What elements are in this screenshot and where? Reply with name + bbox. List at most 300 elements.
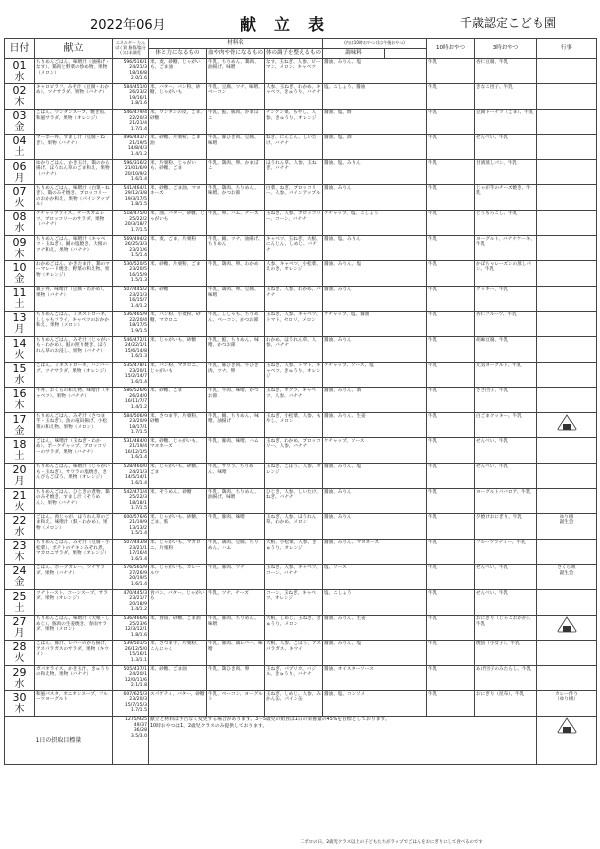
nutrition-cell: 600/576/6 21/19/9 13/13/2 1.5/1.4 [113,514,149,539]
snack-pm-cell: せんべい、牛乳 [475,590,537,615]
snack-am-cell: 牛乳 [427,539,475,564]
snack-am-cell: 牛乳 [427,210,475,235]
day-row [5,640,597,665]
red-group-cell: 米、じゃがいも、砂糖、ごま、麩 [149,514,207,539]
snack-am-cell: 牛乳 [427,590,475,615]
onigiri-icon [557,414,577,431]
nutrition-cell: 541/464/1 29/12/3/8 19/3/17/5 1.8/1.5 [113,185,149,210]
menu-month: 2022年06月 [90,18,166,33]
day-number: 22 [12,513,27,527]
seasoning-cell: 醤油、オイスターソース [323,666,427,691]
nutrition-cell: 505/437/1 24/20/1 12/0/11/6 2.1/1.8 [113,666,149,691]
event-cell [537,311,597,336]
weekday: 月 [14,172,25,184]
snack-pm-cell: 夕焼けおにぎり、牛乳 [475,514,537,539]
seasoning-cell: ケチャップ、塩、醤油 [323,311,427,336]
day-number: 13 [12,311,27,325]
green-group-cell: 大根、小松菜、人参、きゅうり、オレンジ [265,539,323,564]
day-number: 10 [12,260,27,274]
daily-target-values: 1275/925 49/37 36/28 3.5/3.0 [113,716,149,764]
footer-note: 献立と材料は予告なく変更する場合があります。3〜5歳児の給食は1日の栄養量の45%を目標としております。 [150,717,390,723]
day-cell [5,362,35,387]
snack-am-cell: 牛乳 [427,160,475,185]
nutrition-cell: 596/516/1 24/21/3 18/16/8 2.0/1.6 [113,59,149,84]
menu-cell: マーボー丼、すまし汁（豆腐・ねぎ）、果物（バナナ） [35,134,113,159]
day-number: 03 [12,109,27,123]
seasoning-cell: 醤油、みりん、塩 [323,640,427,665]
day-row [5,134,597,159]
menu-cell: ごはん、ミネストローネ、ハンバーグ、ツナサラダ、果物（オレンジ） [35,362,113,387]
day-cell [5,185,35,210]
nutrition-cell: 528/460/0 24/21/3 14/5/14/1 1.6/1.4 [113,463,149,488]
snack-pm-cell: フルーツラティー、牛乳 [475,539,537,564]
yellow-group-cell: 牛乳、鶏肉、卵、かまぼこ [207,160,265,185]
event-cell [537,210,597,235]
day-row [5,615,597,640]
red-group-cell: 米、砂糖 [149,286,207,311]
day-row [5,438,597,463]
yellow-group-cell: 牛乳、鯖、ちりめん、味噌、油揚げ [207,413,265,438]
red-group-cell: 米、春雨、砂糖、ごま油 [149,615,207,640]
seasoning-cell: 醤油、塩、コンソメ [323,691,427,716]
weekday: 水 [14,375,25,387]
seasoning-cell: 醤油、みりん [323,514,427,539]
day-row [5,210,597,235]
day-row [5,337,597,362]
green-group-cell: 白菜、ねぎ、ブロッコリー、人参、パインアップル [265,185,323,210]
day-number: 28 [12,640,27,654]
menu-cell: ガパオライス、かき玉汁、きゅうりの和え物、果物（バナナ） [35,666,113,691]
snack-am-cell: 牛乳 [427,387,475,412]
weekday: 金 [14,122,25,134]
snack-pm-cell: おにぎり（じゃこおかか）、牛乳 [475,615,537,640]
green-group-cell: 玉ねぎ、パプリカ、バジル、きゅうり、バナナ [265,666,323,691]
red-group-cell: 米、さつま芋、片栗粉、こんにゃく [149,640,207,665]
snack-am-cell: 牛乳 [427,59,475,84]
event-cell [537,413,597,438]
yellow-group-cell: 牛乳、豆腐、ツナ、味噌、ベーコン [207,84,265,109]
red-group-cell: 米、じゃがいも、砂糖、ごま [149,463,207,488]
event-cell [537,59,597,84]
menu-cell: 牛丼、おくらの和え物、味噌汁（キャベツ）、果物（バナナ） [35,387,113,412]
day-number: 06 [12,159,27,173]
seasoning-cell: 塩、ソース [323,564,427,589]
nutrition-cell: 546/479/4 22/20/3 21/21/4 1.7/1.4 [113,109,149,134]
day-number: 02 [12,83,27,97]
nutrition-cell: 536/466/6 25/23/6 12/3/12/1 1.8/1.6 [113,615,149,640]
table-footer [5,716,597,764]
menu-cell: ごはん、味噌汁（玉ねぎ・わかめ）、ポークチャップ、ブロッコリーのサラダ、果物（バナナ） [35,438,113,463]
day-cell [5,236,35,261]
snack-pm-cell: せんべい、牛乳 [475,134,537,159]
day-row [5,564,597,589]
page-title: 献立表 [240,15,343,34]
nutrition-cell: 584/506/9 23/20/9 18/17/1 1.7/1.5 [113,413,149,438]
seasoning-cell: 醤油、みりん、マヨネーズ [323,539,427,564]
nutrition-cell: 496/441/7 21/19/5 14/8/4/3 1.4/1.2 [113,134,149,159]
red-group-cell: 米、砂糖、じゃがいも、マヨネーズ [149,438,207,463]
seasoning-cell: 醤油、みりん、塩 [323,261,427,286]
green-group-cell: なす、玉ねぎ、人参、ピーマン、メロン、キャベツ [265,59,323,84]
menu-cell: 親子丼、味噌汁（豆腐・わかめ）、果物（バナナ） [35,286,113,311]
day-cell [5,691,35,716]
col-snack-pm: 3時おやつ [475,39,537,59]
page-header [0,0,600,38]
day-cell [5,84,35,109]
snack-pm-cell: せんべい、牛乳 [475,438,537,463]
day-row [5,413,597,438]
event-cell [537,539,597,564]
day-row [5,109,597,134]
snack-pm-cell: 胡麻豆腐、牛乳 [475,337,537,362]
day-number: 16 [12,387,27,401]
menu-cell: ちりめんごはん、味噌汁（大根・しめじ）、豚肉の生姜焼き、春雨サラダ、果物（メロン） [35,615,113,640]
yellow-group-cell: 牛乳、ツナ、チーズ [207,590,265,615]
snack-pm-cell: 焼魚（小女子）、牛乳 [475,640,537,665]
day-number: 15 [12,362,27,376]
red-group-cell: 米、油、バター、砂糖、じゃがいも [149,210,207,235]
event-cell [537,615,597,640]
day-cell [5,438,35,463]
event-cell [537,160,597,185]
snack-pm-cell: せんべい、牛乳 [475,564,537,589]
day-row [5,666,597,691]
seasoning-cell: 醤油、みりん [323,489,427,514]
col-green-group: 体の調子を整えるもの [265,49,323,59]
event-cell: ゆり組 誕生会 [537,514,597,539]
menu-table [4,38,597,765]
yellow-group-cell: 牛乳、鶏肉、豆腐、ちりめん、ハム [207,539,265,564]
menu-cell: ごはん、ワンタンスープ、焼き魚、和風サラダ、果物（オレンジ） [35,109,113,134]
event-cell [537,463,597,488]
day-number: 23 [12,539,27,553]
snack-am-cell: 牛乳 [427,438,475,463]
green-group-cell: 玉ねぎ、人参、キャベツ、コーン、バナナ [265,564,323,589]
snack-am-cell: 牛乳 [427,286,475,311]
menu-cell: ちりめんごはん、味噌汁（じゃがいも・玉ねぎ）、サワラの塩焼き、きんぴらごぼう、果物（オレンジ） [35,463,113,488]
footer-note: 10時おやつは1、2歳児クラスのみ提供しております。 [150,724,268,730]
green-group-cell: 玉ねぎ、小松菜、人参、もやし、メロン [265,413,323,438]
nutrition-cell: 584/451/0 26/23/2 19/16/1 1.8/1.6 [113,84,149,109]
day-cell [5,590,35,615]
snack-pm-cell: せんべい、牛乳 [475,463,537,488]
day-row [5,185,597,210]
snack-am-cell: 牛乳 [427,261,475,286]
nutrition-cell: 546/472/1 24/22/1/1 15/6/14/8 1.6/1.3 [113,337,149,362]
snack-pm-cell: きなこ団子、牛乳 [475,84,537,109]
col-menu: 献立 [35,39,113,59]
menu-days [5,59,597,717]
day-cell [5,160,35,185]
day-row [5,489,597,514]
seasoning-cell: 醤油、みりん [323,185,427,210]
green-group-cell: 人参、玉ねぎ、わかめ、キャベツ、きゅうり、バナナ [265,84,323,109]
yellow-group-cell: 牛乳、ベーコン、ヨーグルト [207,691,265,716]
weekday: 金 [14,425,25,437]
nutrition-cell: 470/445/3 23/21/7 20/18/9 1.4/1.2 [113,590,149,615]
snack-am-cell: 牛乳 [427,185,475,210]
red-group-cell: 米、じゃがいも、マカロニ、片栗粉 [149,539,207,564]
event-cell: さくら組 誕生会 [537,564,597,589]
event-cell [537,236,597,261]
red-group-cell: 米、じゃがいも、砂糖 [149,337,207,362]
yellow-group-cell: 牛乳、豚ひき肉、牛ひき肉、ツナ、卵 [207,362,265,387]
day-number: 30 [12,690,27,704]
seasoning-cell: 醤油、みりん、生姜 [323,413,427,438]
menu-cell: わかめごはん、かきたま汁、鶏のマーマレード焼き、野菜の和え物、果物（オレンジ） [35,261,113,286]
green-group-cell: 玉ねぎ、人参、キャベツ、トマト、セロリ、メロン [265,311,323,336]
green-group-cell: ひじき、人参、しいたけ、ねぎ、バナナ [265,489,323,514]
snack-am-cell: 牛乳 [427,84,475,109]
daily-target-label: 1日の摂取目標量 [5,716,113,764]
menu-cell: ちりめんごはん、みそ汁（じゃがいも・わかめ）、鮭の照り焼き、ほうれん草のお浸し、果物（バナナ） [35,337,113,362]
event-cell [537,666,597,691]
footer-notes [149,716,537,764]
yellow-group-cell: 牛乳、豚ひき肉、豆腐、味噌 [207,134,265,159]
menu-cell: キャロピラフ、みそ汁（豆腐・わかめ）、ツナサラダ、果物（バナナ） [35,84,113,109]
green-group-cell: キャベツ、玉ねぎ、大根、にんじん、しめじ、バナナ [265,236,323,261]
col-snack-am: 10時おやつ [427,39,475,59]
day-number: 07 [12,184,27,198]
green-group-cell: チンゲン菜、もやし、人参、きゅうり、オレンジ [265,109,323,134]
menu-cell: ちりめんごはん、味噌汁（油揚げ・なす）、鶏肉と野菜の炒め物、果物（メロン） [35,59,113,84]
day-row [5,539,597,564]
snack-pm-cell: おにぎり（昆布）、牛乳 [475,691,537,716]
snack-pm-cell: じゃが芋のチーズ焼き、牛乳 [475,185,537,210]
col-day: 日付 [5,39,35,59]
snack-am-cell: 牛乳 [427,337,475,362]
day-number: 11 [12,286,27,300]
red-group-cell: 食パン、バター、じゃがいも [149,590,207,615]
day-cell [5,286,35,311]
red-group-cell: 米、じゃがいも、カレールウ [149,564,207,589]
day-number: 17 [12,412,27,426]
snack-pm-cell: 元気ヨーグルト、牛乳 [475,362,537,387]
day-cell [5,311,35,336]
seasoning-cell: 醤油、みりん、生姜 [323,615,427,640]
event-cell [537,286,597,311]
seasoning-cell: ケチャップ、塩、こしょう [323,210,427,235]
yellow-group-cell: 牛乳、鮭、ちりめん、味噌、かつお節 [207,337,265,362]
day-row [5,261,597,286]
event-cell [537,261,597,286]
weekday: 土 [14,602,25,614]
event-cell [537,134,597,159]
seasoning-cell: 醤油、みりん、酒 [323,387,427,412]
day-row [5,84,597,109]
day-cell [5,59,35,84]
weekday: 木 [14,703,25,715]
yellow-group-cell: 牛乳、豚肉、味噌 [207,514,265,539]
snack-am-cell: 牛乳 [427,564,475,589]
event-cell [537,362,597,387]
organization-name: 千歳認定こども園 [460,16,557,30]
snack-am-cell: 牛乳 [427,109,475,134]
weekday: 水 [14,71,25,83]
day-cell [5,463,35,488]
snack-note: (内は10時おやつ ()は午後おやつ) [323,39,427,49]
snack-am-cell: 牛乳 [427,463,475,488]
snack-am-cell: 牛乳 [427,362,475,387]
weekday: 木 [14,400,25,412]
col-seasoning: 調味料 [323,49,385,59]
red-group-cell: 米、砂糖、ごま [149,387,207,412]
day-cell [5,413,35,438]
red-group-cell: 米、ワンタンの皮、ごま、砂糖 [149,109,207,134]
yellow-group-cell: 牛乳、鯖、ツナ、油揚げ、ちりめん [207,236,265,261]
day-cell [5,539,35,564]
green-group-cell: 大根、しめじ、玉ねぎ、きゅうり、メロン [265,615,323,640]
red-group-cell: 米、砂糖、片栗粉、ごま [149,261,207,286]
weekday: 水 [14,678,25,690]
weekday: 土 [14,147,25,159]
day-cell [5,666,35,691]
menu-cell: ごはん、肉じゃが、ほうれん草のごま和え、味噌汁（麩・わかめ）、果物（メロン） [35,514,113,539]
event-cell [537,438,597,463]
nutrition-cell: 569/494/2 26/25/3/3 23/21/6 1.5/1.4 [113,236,149,261]
seasoning-cell: ケチャップ、ソース、塩 [323,362,427,387]
seasoning-cell: 醤油、みりん [323,286,427,311]
day-number: 24 [12,564,27,578]
day-row [5,387,597,412]
day-cell [5,640,35,665]
snack-pm-cell: かぼちゃレーズンの蒸しパン、牛乳 [475,261,537,286]
yellow-group-cell: 牛乳、ししゃも、ちりめん、ベーコン、かつお節 [207,311,265,336]
weekday: 火 [14,197,25,209]
green-group-cell: 玉ねぎ、人参、ほうれん草、わかめ、メロン [265,514,323,539]
day-row [5,362,597,387]
weekday: 月 [14,476,25,488]
footer-onigiri-cell [537,716,597,764]
weekday: 火 [14,501,25,513]
menu-cell: 和風パスタ、オニオンスープ、フルーツヨーグルト [35,691,113,716]
day-cell [5,261,35,286]
snack-am-cell: 牛乳 [427,311,475,336]
day-number: 08 [12,210,27,224]
weekday: 金 [14,577,25,589]
nutrition-cell: 542/471/4 25/22/3 18/18/1 1.7/1.5 [113,489,149,514]
day-number: 04 [12,134,27,148]
red-group-cell: 米、パン粉、小麦粉、砂糖、マカロニ [149,311,207,336]
snack-am-cell: 牛乳 [427,615,475,640]
seasoning-cell: 塩、こしょう、醤油 [323,84,427,109]
day-row [5,514,597,539]
day-number: 09 [12,235,27,249]
col-red-group: 体と力になるもの [149,49,207,59]
nutrition-cell: 607/625/3 23/20/3 15/7/15/3 1.7/1.5 [113,691,149,716]
yellow-group-cell: 牛乳、豚肉、味噌、ハム [207,438,265,463]
snack-pm-cell: 杏仁フルーツ、牛乳 [475,311,537,336]
day-cell [5,387,35,412]
weekday: 火 [14,653,25,665]
day-number: 21 [12,488,27,502]
menu-cell: ツナトースト、コーンスープ、サラダ、果物（オレンジ） [35,590,113,615]
day-number: 27 [12,615,27,629]
snack-pm-cell: クッキー、牛乳 [475,286,537,311]
snack-am-cell: 牛乳 [427,489,475,514]
day-cell [5,514,35,539]
snack-am-cell: 牛乳 [427,666,475,691]
event-cell [537,185,597,210]
yellow-group-cell: 牛乳、鶏肉、卵、わかめ [207,261,265,286]
col-ingredients: 材料名 [149,39,323,49]
snack-am-cell: 牛乳 [427,134,475,159]
day-number: 20 [12,463,27,477]
red-group-cell: 米、パン粉、マカロニ、じゃがいも [149,362,207,387]
nutrition-cell: 507/443/8 23/21/1 17/16/4 1.6/1.4 [113,539,149,564]
snack-pm-cell: 杏仁豆腐、牛乳 [475,59,537,84]
onigiri-icon [557,717,577,734]
green-group-cell: コーン、玉ねぎ、キャベツ、オレンジ [265,590,323,615]
yellow-group-cell: 牛乳、鮭、豚肉、かまぼこ [207,109,265,134]
seasoning-cell: 醤油、塩、みりん [323,160,427,185]
yellow-group-cell: 牛乳、豚肉、ツナ [207,564,265,589]
snack-am-cell: 牛乳 [427,691,475,716]
menu-cell: ちりめんごはん、みそ汁（豆腐・小松菜）、ポテトのチキンみぞれ煮、マカロニサラダ、果物（オレンジ） [35,539,113,564]
snack-pm-cell: とうもろこし、牛乳 [475,210,537,235]
green-group-cell: 玉ねぎ、しめじ、人参、みかん缶、パイン缶 [265,691,323,716]
day-row [5,160,597,185]
menu-cell: ごはん、ポークカレー、ツナサラダ、果物（バナナ） [35,564,113,589]
nutrition-cell: 507/445/2 23/21/3 16/15/7 1.4/1.2 [113,286,149,311]
yellow-group-cell: 牛乳、豚肉、ちりめん、味噌 [207,615,265,640]
col-yellow-group: 血や肉や骨になるもの [207,49,265,59]
snack-am-cell: 牛乳 [427,413,475,438]
weekday: 金 [14,273,25,285]
green-group-cell: 玉ねぎ、人参、ブロッコリー、コーン、バナナ [265,210,323,235]
snack-pm-cell: ヨーグルト、バナナケーキ、牛乳 [475,236,537,261]
yellow-group-cell: 牛乳、鶏ひき肉、卵 [207,666,265,691]
yellow-group-cell: 牛乳、鶏肉、卵、豆腐、味噌 [207,286,265,311]
yellow-group-cell: 牛乳、鶏肉、ちりめん、味噌、かつお節 [207,185,265,210]
day-number: 18 [12,437,27,451]
menu-cell: ちりめんごはん、ひじきの煮物、鶏のみそ焼き、すまし汁（そうめん）、果物（バナナ） [35,489,113,514]
event-cell [537,590,597,615]
day-row [5,59,597,84]
green-group-cell: わかめ、ほうれん草、人参、バナナ [265,337,323,362]
event-cell [537,109,597,134]
weekday: 土 [14,299,25,311]
snack-am-cell: 牛乳 [427,640,475,665]
col-nutrition: エネルギー たんぱく質 脂質/塩分 ( )は未満児 [113,39,149,59]
red-group-cell: 米、砂糖、ごま油、マヨネーズ [149,185,207,210]
snack-pm-cell: 甘酒蒸しパン、牛乳 [475,160,537,185]
snack-pm-cell: ヨーグルトババロア、牛乳 [475,489,537,514]
seasoning-cell: 醤油、塩、みりん [323,236,427,261]
green-group-cell: 玉ねぎ、人参、わかめ、バナナ [265,286,323,311]
red-group-cell: スパゲティ、バター、砂糖 [149,691,207,716]
green-group-cell: ほうれん草、人参、玉ねぎ、バナナ [265,160,323,185]
nutrition-cell: 518/475/0 25/22/2 20/3/18/7 1.7/1.5 [113,210,149,235]
nutrition-cell: 596/316/2 21/01/6/9 20/10/9/2 1.6/1.4 [113,160,149,185]
seasoning-cell: 醤油、みりん [323,337,427,362]
weekday: 土 [14,450,25,462]
day-number: 29 [12,665,27,679]
day-cell [5,615,35,640]
seasoning-cell: ケチャップ、ソース [323,438,427,463]
table-header [5,39,597,59]
nutrition-cell: 536/465/9 22/20/4 18/17/5 1.9/1.5 [113,311,149,336]
nutrition-cell: 531/484/0 21/19/4 16/12/1/5 1.6/1.4 [113,438,149,463]
snack-am-cell: 牛乳 [427,514,475,539]
day-cell [5,210,35,235]
yellow-group-cell: 牛乳、ちりめん、鶏肉、油揚げ、味噌 [207,59,265,84]
day-row [5,286,597,311]
yellow-group-cell: 牛乳、卵、ハム、チーズ [207,210,265,235]
menu-cell: ケチャップライス、チーズオムレツ、ブロッコリーのサラダ、果物（バナナ） [35,210,113,235]
snack-pm-cell: 豆腐ドーナツ（ごま）、牛乳 [475,109,537,134]
green-group-cell: ねぎ、にんじん、しいたけ、バナナ [265,134,323,159]
